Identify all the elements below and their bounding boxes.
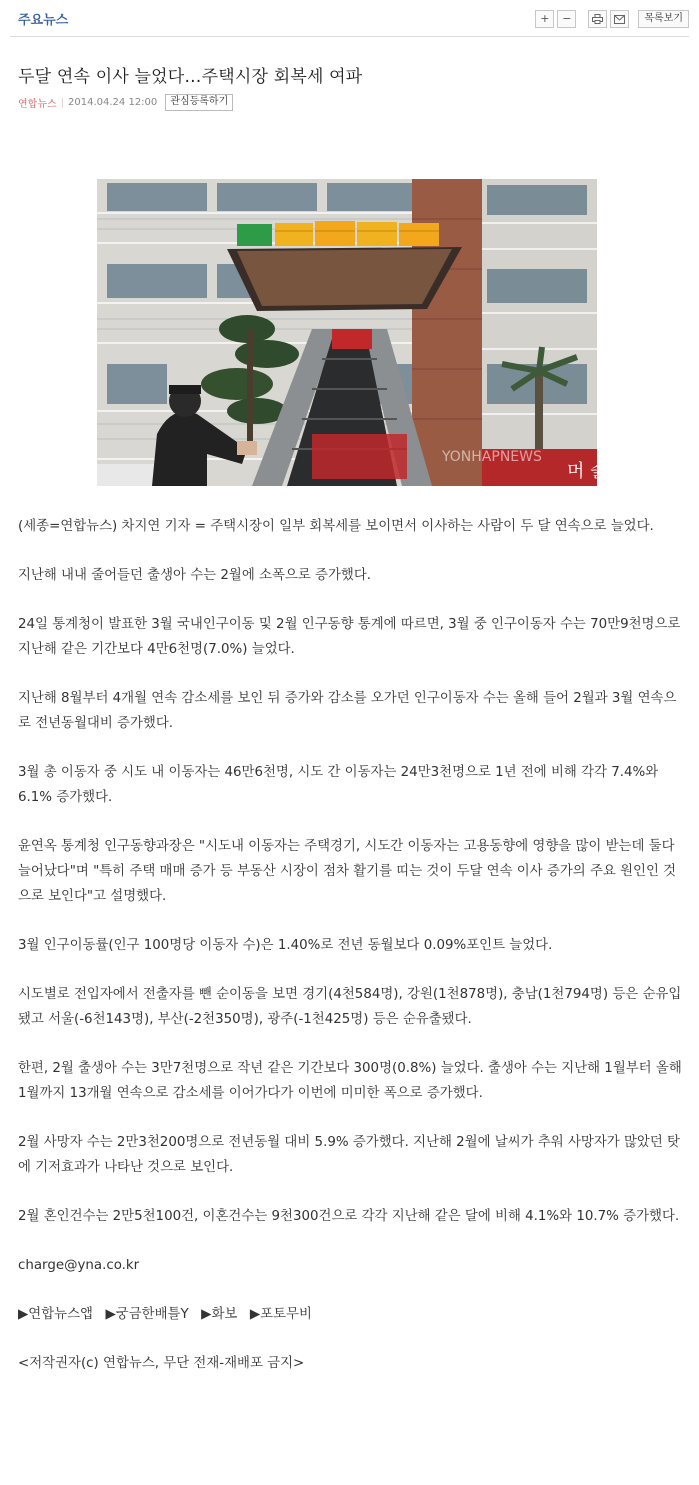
related-links	[18, 1302, 684, 1327]
article-paragraph: 시도별로 전입자에서 전출자를 뺀 순이동을 보면 경기(4천584명), 강원(1천878명), 충남(1천794명) 등은 순유입됐고 서울(-6천143명), 부산(-2천350명), 광주(-1천425명) 등은 순유출됐다.	[18, 987, 682, 1027]
article-paragraph: 지난해 내내 줄어들던 출생아 수는 2월에 소폭으로 증가했다.	[18, 568, 372, 583]
article-source[interactable]: 연합뉴스	[18, 99, 57, 110]
top-bar	[0, 0, 699, 36]
article-headline: 두달 연속 이사 늘었다…주택시장 회복세 여파	[18, 67, 363, 87]
article-meta	[18, 94, 233, 111]
article-paragraph: 3월 총 이동자 중 시도 내 이동자는 46만6천명, 시도 간 이동자는 24만3천명으로 1년 전에 비해 각각 7.4%와 6.1% 증가했다.	[18, 765, 659, 805]
article-paragraph: 2월 사망자 수는 2만3천200명으로 전년동월 대비 5.9% 증가했다. 지난해 2월에 날씨가 추워 사망자가 많았던 탓에 기저효과가 나타난 것으로 보인다.	[18, 1135, 680, 1175]
photo-watermark: YONHAPNEWS	[442, 449, 542, 465]
list-button[interactable]: 목록보기	[638, 10, 689, 28]
article-body	[18, 514, 684, 1400]
article-paragraph: 2월 혼인건수는 2만5천100건, 이혼건수는 9천300건으로 각각 지난해 같은 달에 비해 4.1%와 10.7% 증가했다.	[18, 1209, 680, 1224]
email-button[interactable]	[610, 10, 629, 28]
link-photo-gallery[interactable]: ▶화보	[201, 1307, 238, 1322]
interest-register-button[interactable]: 관심등록하기	[165, 94, 233, 111]
photo-sign-text: 머 슬	[567, 461, 608, 482]
meta-separator: |	[60, 97, 65, 108]
article-paragraph: 지난해 8월부터 4개월 연속 감소세를 보인 뒤 증가와 감소를 오가던 인구이동자 수는 올해 들어 2월과 3월 연속으로 전년동월대비 증가했다.	[18, 691, 677, 731]
article-paragraph: 3월 인구이동률(인구 100명당 이동자 수)은 1.40%로 전년 동월보다 0.09%포인트 늘었다.	[18, 938, 553, 953]
section-title[interactable]: 주요뉴스	[18, 13, 69, 28]
zoom-out-button[interactable]: −	[557, 10, 576, 28]
article-photo	[97, 179, 608, 486]
article-paragraph: (세종=연합뉴스) 차지연 기자 = 주택시장이 일부 회복세를 보이면서 이사하는 사람이 두 달 연속으로 늘었다.	[18, 519, 654, 534]
copyright-notice: <저작권자(c) 연합뉴스, 무단 전재-재배포 금지>	[18, 1356, 305, 1371]
article-paragraph: 윤연옥 통계청 인구동향과장은 "시도내 이동자는 주택경기, 시도간 이동자는 고용동향에 영향을 많이 받는데 둘다 늘어났다"며 "특히 주택 매매 증가 등 부동산 시장이 점차 활기를 띠는 것이 두달 연속 이사 증가의 주요 원인인 것으로 보인다"고 설명했다.	[18, 839, 677, 904]
link-photo-movie[interactable]: ▶포토무비	[249, 1307, 312, 1322]
header-divider	[10, 36, 689, 37]
print-button[interactable]	[588, 10, 607, 28]
link-yonhap-app[interactable]: ▶연합뉴스앱	[18, 1307, 93, 1322]
reporter-email[interactable]: charge@yna.co.kr	[18, 1258, 140, 1273]
link-battle-y[interactable]: ▶궁금한배틀Y	[105, 1307, 189, 1322]
toolbar	[535, 10, 689, 28]
article-datetime: 2014.04.24 12:00	[68, 97, 158, 108]
zoom-in-button[interactable]: +	[535, 10, 554, 28]
printer-icon	[592, 14, 603, 24]
article-paragraph: 24일 통계청이 발표한 3월 국내인구이동 및 2월 인구동향 통계에 따르면, 3월 중 인구이동자 수는 70만9천명으로 지난해 같은 기간보다 4만6천명(7.0%) 늘었다.	[18, 617, 681, 657]
envelope-icon	[614, 15, 625, 24]
article-paragraph: 한편, 2월 출생아 수는 3만7천명으로 작년 같은 기간보다 300명(0.8%) 늘었다. 출생아 수는 지난해 1월부터 올해 1월까지 13개월 연속으로 감소세를 이어가다가 이번에 미미한 폭으로 증가했다.	[18, 1061, 682, 1101]
